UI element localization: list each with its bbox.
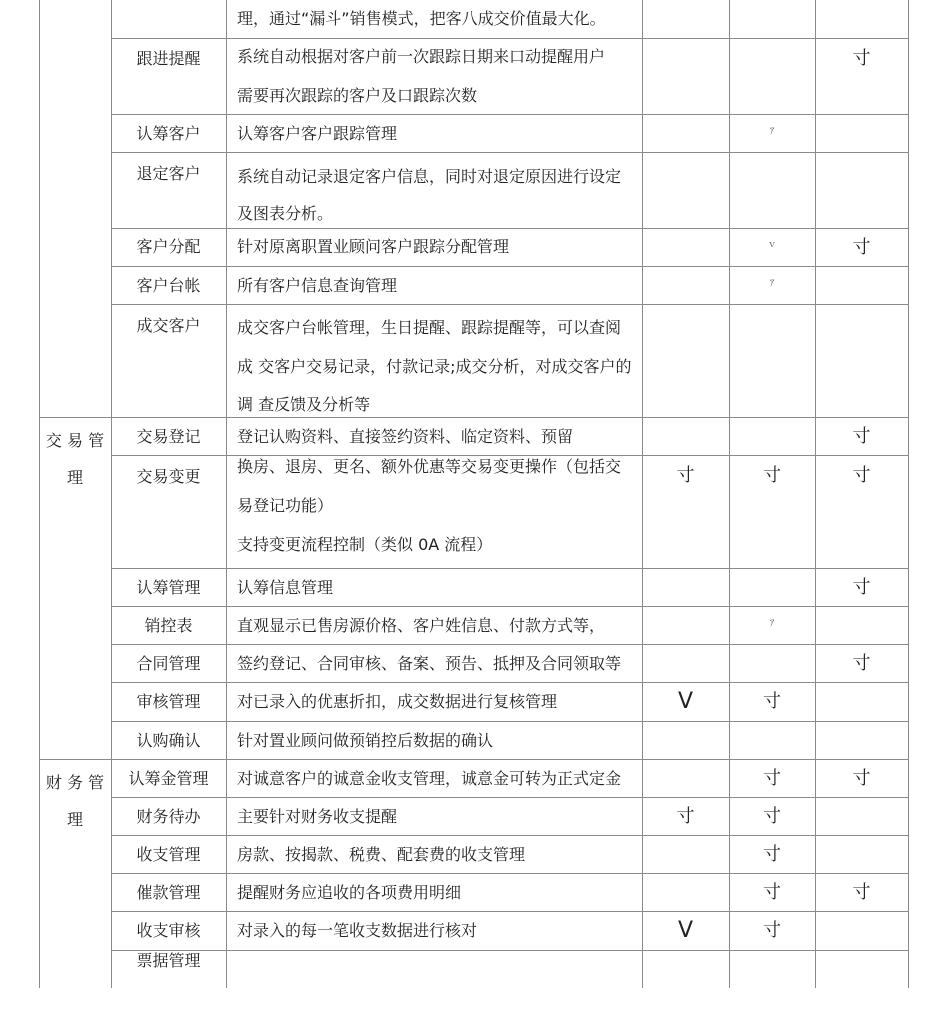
table-border-right — [908, 0, 909, 988]
function-name: 审核管理 — [136, 692, 201, 711]
function-name: 退定客户 — [136, 164, 201, 183]
row-divider — [111, 721, 909, 722]
function-description: 调 查反馈及分析等 — [237, 395, 371, 414]
group-label-finance: 财 务 管 — [45, 773, 105, 792]
continued-description: 理，通过“漏斗”销售模式，把客八成交价值最大化。 — [237, 9, 606, 28]
group-label-transaction: 理 — [66, 468, 83, 487]
column-divider-desc — [226, 0, 227, 988]
check-mark: 寸 — [763, 465, 781, 486]
function-name: 收支审核 — [136, 921, 201, 940]
row-divider — [111, 228, 909, 229]
check-mark: V — [677, 689, 694, 714]
function-description: 换房、退房、更名、额外优惠等交易变更操作（包括交 — [237, 457, 622, 476]
function-name: 跟进提醒 — [136, 49, 201, 68]
check-mark: ｱ — [769, 127, 775, 137]
function-description: 针对原离职置业顾问客户跟踪分配管理 — [237, 237, 510, 256]
function-description: 所有客户信息查询管理 — [237, 276, 398, 295]
group-label-transaction: 交 易 管 — [45, 431, 105, 450]
function-description: 对已录入的优惠折扣，成交数据进行复核管理 — [237, 692, 558, 711]
check-mark: 寸 — [852, 237, 871, 258]
function-name: 客户台帐 — [136, 276, 201, 295]
function-description: 成 交客户交易记录，付款记录;成交分析，对成交客户的 — [237, 357, 632, 376]
function-name: 交易变更 — [136, 467, 201, 486]
function-name: 认筹客户 — [136, 124, 201, 143]
function-name: 认筹管理 — [136, 578, 201, 597]
function-description: 主要针对财务收支提醒 — [237, 807, 398, 826]
row-divider — [111, 835, 909, 836]
check-mark: ｱ — [769, 619, 775, 629]
function-description: 登记认购资料、直接签约资料、临定资料、预留 — [237, 427, 574, 446]
function-description: 对诚意客户的诚意金收支管理，诚意金可转为正式定金 — [237, 769, 622, 788]
function-description: 认筹信息管理 — [237, 578, 334, 597]
function-name: 认购确认 — [136, 731, 201, 750]
check-mark: 寸 — [852, 48, 871, 69]
group-divider — [39, 417, 909, 418]
check-mark: 寸 — [763, 691, 781, 712]
group-label-finance: 理 — [66, 810, 83, 829]
function-name: 销控表 — [144, 616, 193, 635]
check-mark: 寸 — [852, 465, 871, 486]
row-divider — [111, 644, 909, 645]
row-divider — [111, 152, 909, 153]
row-divider — [111, 455, 909, 456]
check-mark: ｱ — [769, 279, 775, 289]
function-description: 直观显示已售房源价格、客户姓信息、付款方式等， — [237, 616, 606, 635]
function-description: 成交客户台帐管理，生日提醒、跟踪提醒等，可以查阅 — [237, 318, 622, 337]
row-divider — [111, 304, 909, 305]
function-name: 成交客户 — [136, 316, 201, 335]
function-name: 催款管理 — [136, 883, 201, 902]
function-description: 系统自动根据对客户前一次跟踪日期来口动提醒用户 — [237, 47, 606, 66]
function-name: 收支管理 — [136, 845, 201, 864]
table-border-left — [39, 0, 40, 988]
function-name: 客户分配 — [136, 237, 201, 256]
function-description: 对录入的每一笔收支数据进行核对 — [237, 921, 478, 940]
function-description: 针对置业顾问做预销控后数据的确认 — [237, 731, 494, 750]
column-divider-func — [111, 0, 112, 988]
column-divider-m1 — [642, 0, 643, 988]
function-name: 交易登记 — [136, 427, 201, 446]
check-mark: 寸 — [763, 806, 781, 827]
function-description: 系统自动记录退定客户信息，同时对退定原因进行设定 — [237, 167, 622, 186]
function-description: 易登记功能） — [237, 496, 334, 515]
row-divider — [111, 682, 909, 683]
check-mark: 寸 — [676, 465, 695, 486]
function-name: 合同管理 — [136, 654, 201, 673]
function-name: 认筹金管理 — [128, 769, 209, 788]
check-mark: 寸 — [852, 426, 871, 447]
row-divider — [111, 114, 909, 115]
function-description: 需要再次跟踪的客户及口跟踪次数 — [237, 86, 478, 105]
function-name: 票据管理 — [136, 951, 201, 970]
check-mark: V — [677, 918, 694, 943]
check-mark: 寸 — [852, 653, 871, 674]
check-mark: 寸 — [763, 768, 781, 789]
row-divider — [111, 950, 909, 951]
column-divider-m2 — [729, 0, 730, 988]
check-mark: 寸 — [763, 920, 781, 941]
check-mark: 寸 — [763, 882, 781, 903]
function-description: 提醒财务应追收的各项费用明细 — [237, 883, 462, 902]
check-mark: 寸 — [852, 768, 871, 789]
row-divider — [111, 797, 909, 798]
row-divider — [111, 606, 909, 607]
row-divider — [111, 568, 909, 569]
check-mark: 寸 — [676, 806, 695, 827]
group-divider — [39, 759, 909, 760]
function-name: 财务待办 — [136, 807, 201, 826]
function-description: 房款、按揭款、税费、配套费的收支管理 — [237, 845, 526, 864]
function-description: 签约登记、合同审核、备案、预告、抵押及合同领取等 — [237, 654, 622, 673]
check-mark: 寸 — [852, 577, 871, 598]
check-mark: ｖ — [767, 240, 777, 250]
column-divider-m3 — [815, 0, 816, 988]
row-divider — [111, 266, 909, 267]
row-divider — [111, 38, 909, 39]
function-description: 支持变更流程控制（类似 0A 流程） — [237, 535, 493, 554]
row-divider — [111, 873, 909, 874]
check-mark: 寸 — [852, 882, 871, 903]
row-divider — [111, 911, 909, 912]
function-description: 及图表分析。 — [237, 204, 334, 223]
function-description: 认筹客户客户跟踪管理 — [237, 124, 398, 143]
check-mark: 寸 — [763, 844, 781, 865]
